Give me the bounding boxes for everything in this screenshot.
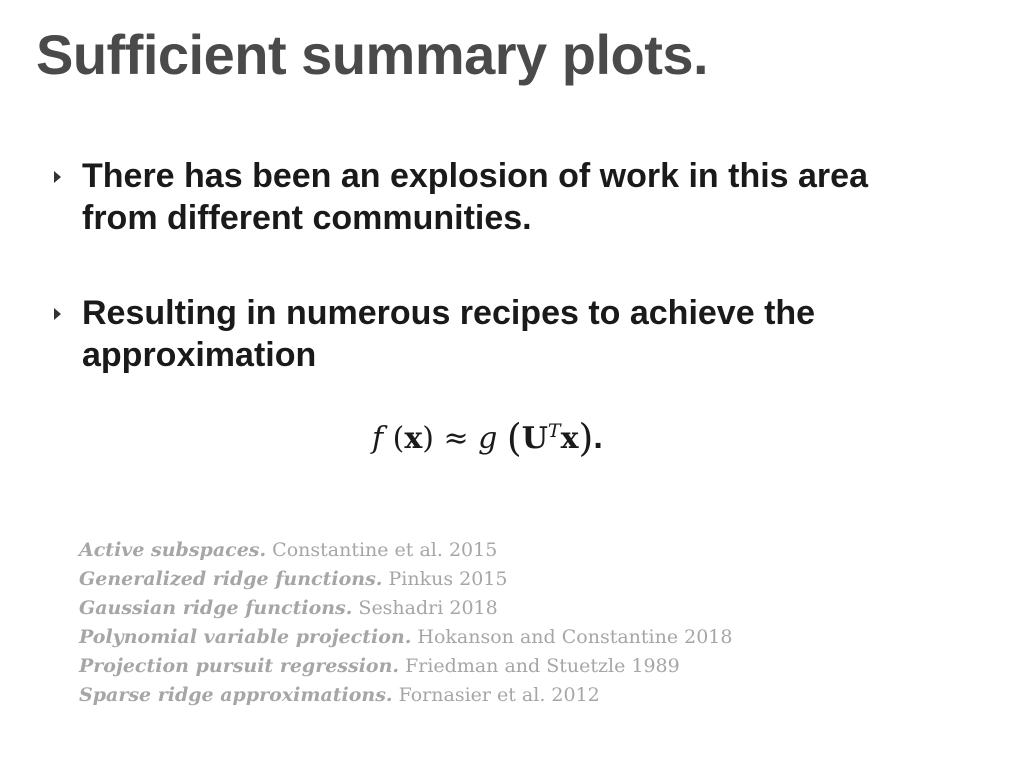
reference-name: Gaussian ridge functions. [79, 597, 353, 619]
reference-item [79, 536, 732, 565]
bullet-line: approximation [82, 336, 317, 374]
reference-citation: Seshadri 2018 [358, 597, 498, 619]
triangle-right-icon [54, 308, 61, 320]
bullet-item-recipes [82, 292, 942, 376]
equation-approx: ≈ [443, 421, 469, 456]
reference-citation: Hokanson and Constantine 2018 [417, 626, 733, 648]
bullet-item-explosion [82, 155, 942, 239]
equation-f: f [372, 421, 384, 456]
reference-item [79, 623, 732, 652]
equation-g: g [468, 421, 507, 456]
reference-name: Polynomial variable projection. [79, 626, 412, 648]
reference-citation: Pinkus 2015 [388, 568, 508, 590]
triangle-right-icon [54, 171, 61, 183]
slide-title: Sufficient summary plots. [36, 23, 709, 86]
equation-close: ) [422, 421, 444, 456]
reference-citation: Friedman and Stuetzle 1989 [405, 655, 680, 677]
reference-item [79, 681, 732, 710]
equation-open: ( [383, 421, 405, 456]
equation-big-close: ) [578, 416, 594, 460]
reference-item [79, 652, 732, 681]
reference-name: Generalized ridge functions. [79, 568, 383, 590]
ridge-approximation-equation [372, 416, 603, 460]
equation-transpose: T [547, 420, 561, 442]
bullet-line: from different communities. [82, 199, 532, 237]
reference-item [79, 565, 732, 594]
bullet-line: There has been an explosion of work in this area [82, 157, 868, 195]
reference-item [79, 594, 732, 623]
reference-name: Projection pursuit regression. [79, 655, 400, 677]
reference-citation: Constantine et al. 2015 [272, 539, 498, 561]
reference-name: Sparse ridge approximations. [79, 684, 393, 706]
reference-name: Active subspaces. [79, 539, 267, 561]
bullet-line: Resulting in numerous recipes to achieve the [82, 294, 816, 332]
equation-period: . [593, 418, 603, 456]
equation-U: U [521, 421, 548, 456]
equation-x2: x [560, 421, 579, 456]
reference-citation: Fornasier et al. 2012 [398, 684, 600, 706]
equation-big-open: ( [506, 416, 522, 460]
references-list [79, 536, 732, 710]
equation-x: x [404, 421, 423, 456]
